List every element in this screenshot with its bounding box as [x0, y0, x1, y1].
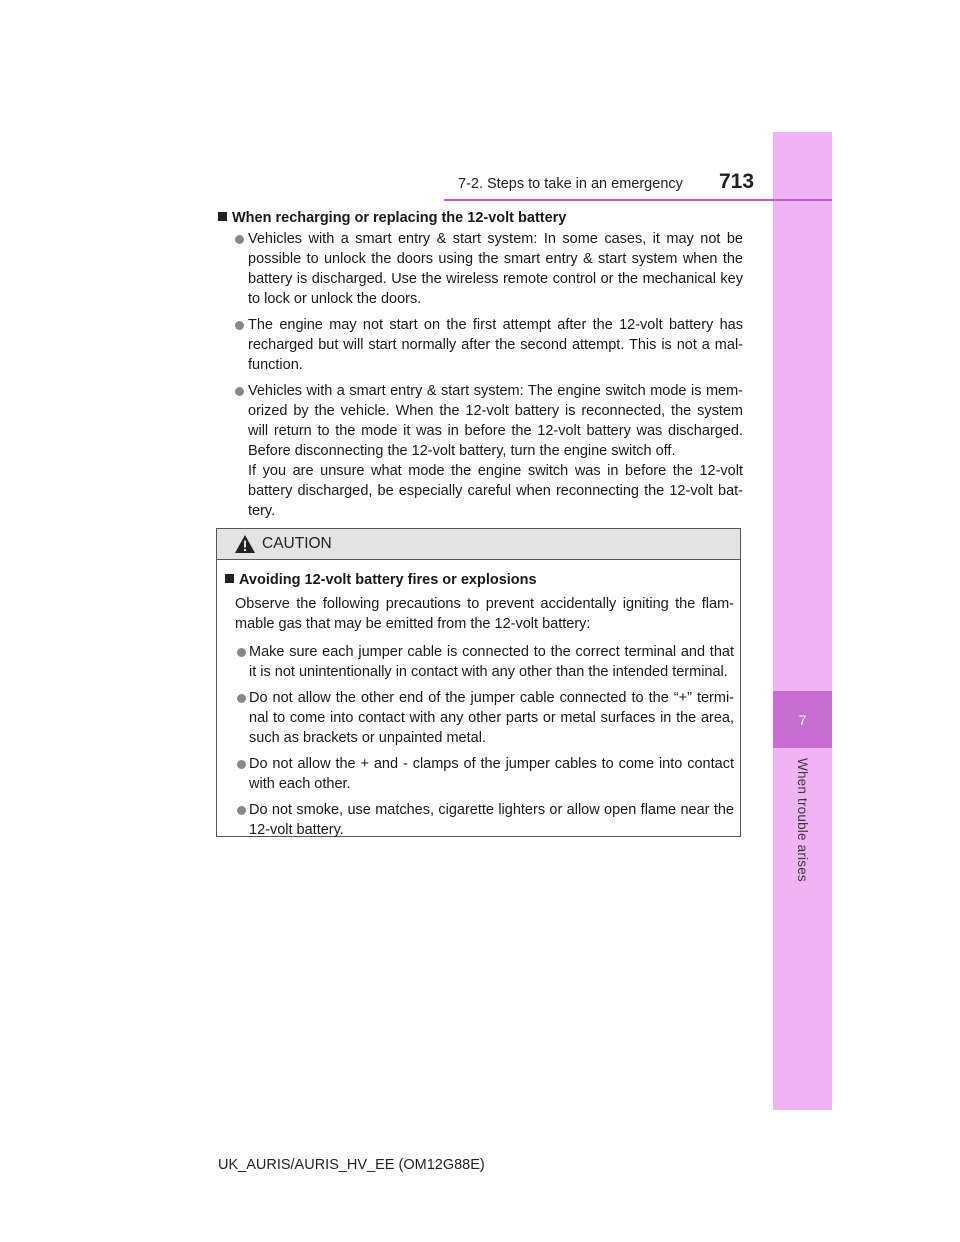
- chapter-number-tab: 7: [773, 691, 832, 748]
- caution-box: [216, 528, 741, 837]
- round-bullet-icon: [235, 235, 244, 244]
- list-item: The engine may not start on the first attempt after the 12-volt battery has recharged but will start normally after the second attempt. This is not a mal-function.: [218, 315, 743, 375]
- chapter-side-tab: [773, 132, 832, 1110]
- round-bullet-icon: [235, 321, 244, 330]
- list-item: Make sure each jumper cable is connected to the correct terminal and that it is not unintentionally in contact with any other than the intended terminal.: [225, 642, 734, 682]
- caution-title: CAUTION: [262, 535, 332, 552]
- page-number: 713: [719, 170, 755, 193]
- caution-header: [217, 529, 740, 560]
- section-heading-text: When recharging or replacing the 12-volt battery: [232, 210, 567, 226]
- square-bullet-icon: [225, 574, 234, 583]
- list-item: Do not allow the other end of the jumper cable connected to the “+” termi-nal to come into contact with any other parts or metal surfaces in the area, such as brackets or unpainted metal.: [225, 688, 734, 748]
- list-item-continuation: If you are unsure what mode the engine switch was in before the 12-volt battery discharged, be especially careful when reconnecting the 12-volt bat-tery.: [248, 463, 743, 519]
- square-bullet-icon: [218, 212, 227, 221]
- round-bullet-icon: [237, 648, 246, 657]
- warning-triangle-icon: [234, 534, 256, 554]
- document-code-footer: UK_AURIS/AURIS_HV_EE (OM12G88E): [218, 1157, 485, 1173]
- list-item: Do not smoke, use matches, cigarette lighters or allow open flame near the 12-volt battery.: [225, 800, 734, 840]
- round-bullet-icon: [237, 806, 246, 815]
- round-bullet-icon: [235, 387, 244, 396]
- caution-intro: Observe the following precautions to prevent accidentally igniting the flam-mable gas that may be emitted from the 12-volt battery:: [235, 596, 734, 632]
- list-item: Do not allow the + and - clamps of the jumper cables to come into contact with each other.: [225, 754, 734, 794]
- chapter-title-label: When trouble arises: [795, 758, 810, 882]
- round-bullet-icon: [237, 694, 246, 703]
- main-content: [218, 208, 743, 521]
- section-heading: [218, 208, 743, 228]
- header-divider: [444, 199, 832, 201]
- caution-heading: Avoiding 12-volt battery fires or explosions: [225, 570, 734, 590]
- caution-body: [217, 560, 740, 840]
- round-bullet-icon: [237, 760, 246, 769]
- list-item: Vehicles with a smart entry & start system: The engine switch mode is mem-orized by the vehicle. When the 12-volt battery is reconnected, the system will return to the mode it was in before the 12-volt battery was discharged. Before disconnecting the 12-volt battery, turn the engine switch off.: [218, 381, 743, 461]
- section-header: 7-2. Steps to take in an emergency: [458, 176, 683, 192]
- list-item: Vehicles with a smart entry & start system: In some cases, it may not be possible to unlock the doors using the smart entry & start system when the battery is discharged. Use the wireless remote control or the mechanical key to lock or unlock the doors.: [218, 229, 743, 309]
